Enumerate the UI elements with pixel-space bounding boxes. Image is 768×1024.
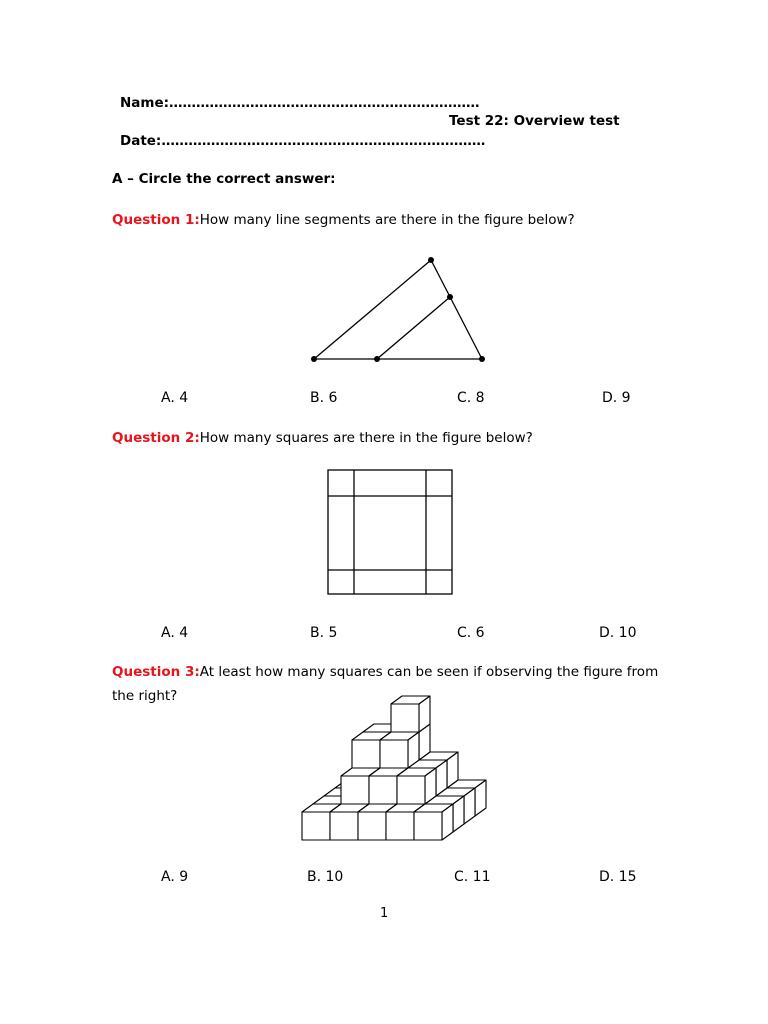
- cube-top-face: [419, 752, 458, 760]
- cube-side-face: [369, 796, 380, 832]
- cube-side-face: [464, 788, 475, 824]
- cube-side-face: [453, 796, 464, 832]
- cube: [397, 768, 436, 804]
- question-2-text: How many squares are there in the figure below?: [199, 430, 533, 446]
- cube: [386, 804, 425, 840]
- point: [374, 356, 380, 362]
- q1-option-b[interactable]: B. 6: [310, 390, 338, 406]
- cube: [419, 752, 458, 788]
- cube-side-face: [447, 752, 458, 788]
- question-1: [112, 208, 672, 232]
- cube-top-face: [330, 804, 369, 812]
- question-2: [112, 426, 672, 450]
- cube-side-face: [358, 804, 369, 840]
- cube-side-face: [436, 760, 447, 796]
- cube-front-face: [425, 804, 453, 832]
- q2-option-a[interactable]: A. 4: [161, 625, 189, 641]
- cube-front-face: [391, 732, 419, 760]
- cube-side-face: [447, 780, 458, 816]
- cube-side-face: [363, 780, 374, 816]
- cube-front-face: [391, 760, 419, 788]
- cube-front-face: [397, 804, 425, 832]
- question-2-label: Question 2:: [112, 430, 200, 446]
- cube: [369, 796, 408, 832]
- cube-top-face: [363, 780, 402, 788]
- test-title: Test 22: Overview test: [449, 113, 620, 129]
- cube: [391, 752, 430, 788]
- cube-front-face: [363, 760, 391, 788]
- cube: [324, 788, 363, 824]
- cube-side-face: [369, 768, 380, 804]
- cube-side-face: [408, 760, 419, 796]
- cube-top-face: [380, 732, 419, 740]
- cube-side-face: [391, 780, 402, 816]
- cube-side-face: [386, 804, 397, 840]
- cube-top-face: [324, 788, 363, 796]
- cube-top-face: [391, 780, 430, 788]
- cube: [408, 760, 447, 796]
- cube-side-face: [330, 804, 341, 840]
- cube-top-face: [352, 760, 391, 768]
- page-number: 1: [380, 906, 389, 921]
- cube-front-face: [324, 796, 352, 824]
- cube-top-face: [341, 768, 380, 776]
- question-1-text: How many line segments are there in the figure below?: [199, 212, 575, 228]
- cube-top-face: [397, 768, 436, 776]
- cube-top-face: [369, 796, 408, 804]
- cube-side-face: [380, 788, 391, 824]
- segment: [314, 260, 431, 359]
- q1-option-a[interactable]: A. 4: [161, 390, 189, 406]
- outer-square: [328, 470, 452, 594]
- cube: [391, 780, 430, 816]
- cube-front-face: [408, 768, 436, 796]
- cube: [397, 796, 436, 832]
- question-3: [112, 660, 672, 708]
- cube: [352, 732, 391, 768]
- cube-front-face: [352, 740, 380, 768]
- q2-option-c[interactable]: C. 6: [457, 625, 485, 641]
- cube-front-face: [341, 804, 369, 832]
- question-3-text: At least how many squares can be seen if observing the figure from the right?: [112, 664, 659, 704]
- cube: [419, 780, 458, 816]
- cube-top-face: [363, 752, 402, 760]
- cube-top-face: [302, 804, 341, 812]
- cube-side-face: [391, 752, 402, 788]
- cube-top-face: [335, 780, 374, 788]
- cube-front-face: [363, 788, 391, 816]
- cube-side-face: [414, 804, 425, 840]
- cube-top-face: [380, 760, 419, 768]
- cube-side-face: [397, 768, 408, 804]
- cube-top-face: [425, 796, 464, 804]
- cube-front-face: [352, 768, 380, 796]
- cube: [391, 724, 430, 760]
- cube-top-face: [419, 780, 458, 788]
- q3-option-a[interactable]: A. 9: [161, 869, 189, 885]
- cube-front-face: [447, 788, 475, 816]
- cube-side-face: [380, 760, 391, 796]
- cube-side-face: [408, 732, 419, 768]
- cube: [369, 768, 408, 804]
- cube-side-face: [419, 780, 430, 816]
- cube-top-face: [391, 724, 430, 732]
- cube-front-face: [414, 812, 442, 840]
- cube-front-face: [380, 768, 408, 796]
- cube-front-face: [313, 804, 341, 832]
- cube-side-face: [436, 788, 447, 824]
- cube: [363, 752, 402, 788]
- cube-top-face: [408, 788, 447, 796]
- cube: [380, 732, 419, 768]
- point: [479, 356, 485, 362]
- segment: [377, 297, 450, 359]
- cube-front-face: [419, 760, 447, 788]
- cube-front-face: [369, 776, 397, 804]
- cube-side-face: [475, 780, 486, 816]
- cube-front-face: [397, 776, 425, 804]
- cube-front-face: [380, 796, 408, 824]
- q2-option-d[interactable]: D. 10: [599, 625, 637, 641]
- cube: [363, 780, 402, 816]
- cube: [302, 804, 341, 840]
- cube-front-face: [408, 796, 436, 824]
- cube: [436, 788, 475, 824]
- point: [311, 356, 317, 362]
- cube-side-face: [391, 724, 402, 760]
- name-field-label: Name:……………………………………………………………: [120, 95, 480, 111]
- cube: [341, 796, 380, 832]
- cube-top-face: [391, 752, 430, 760]
- cube-top-face: [358, 804, 397, 812]
- question-3-label: Question 3:: [112, 664, 200, 680]
- cube-top-face: [313, 796, 352, 804]
- cube-top-face: [386, 804, 425, 812]
- cube-front-face: [391, 788, 419, 816]
- cube: [341, 768, 380, 804]
- cube-top-face: [363, 724, 402, 732]
- cube-side-face: [408, 788, 419, 824]
- cube-top-face: [380, 788, 419, 796]
- cube: [425, 796, 464, 832]
- cube-top-face: [408, 760, 447, 768]
- cube: [358, 804, 397, 840]
- cube: [414, 804, 453, 840]
- cube-side-face: [442, 804, 453, 840]
- cube-front-face: [335, 788, 363, 816]
- cube: [335, 780, 374, 816]
- point: [447, 294, 453, 300]
- cube-top-face: [352, 788, 391, 796]
- cube: [352, 788, 391, 824]
- cube-front-face: [386, 812, 414, 840]
- cube-front-face: [358, 812, 386, 840]
- cube-side-face: [352, 788, 363, 824]
- cube-front-face: [419, 788, 447, 816]
- cube-front-face: [391, 704, 419, 732]
- section-heading: A – Circle the correct answer:: [112, 171, 336, 187]
- date-field-label: Date:………………………………………………………………: [120, 133, 486, 149]
- cube-top-face: [447, 780, 486, 788]
- cube-front-face: [363, 732, 391, 760]
- cube-front-face: [380, 740, 408, 768]
- q3-option-c[interactable]: C. 11: [454, 869, 491, 885]
- cube-side-face: [425, 768, 436, 804]
- cube-front-face: [352, 796, 380, 824]
- cube-front-face: [302, 812, 330, 840]
- cube-front-face: [369, 804, 397, 832]
- q3-option-b[interactable]: B. 10: [307, 869, 344, 885]
- cube-top-face: [436, 788, 475, 796]
- cube-side-face: [380, 732, 391, 768]
- cube: [363, 724, 402, 760]
- cube-side-face: [341, 796, 352, 832]
- cube: [313, 796, 352, 832]
- question-1-label: Question 1:: [112, 212, 200, 228]
- cube: [380, 760, 419, 796]
- cube: [408, 788, 447, 824]
- cube: [352, 760, 391, 796]
- cube-side-face: [425, 796, 436, 832]
- cube-top-face: [352, 732, 391, 740]
- cube-front-face: [341, 776, 369, 804]
- q3-option-d[interactable]: D. 15: [599, 869, 637, 885]
- cube-front-face: [436, 796, 464, 824]
- q1-option-d[interactable]: D. 9: [602, 390, 631, 406]
- cube: [447, 780, 486, 816]
- q1-option-c[interactable]: C. 8: [457, 390, 485, 406]
- point: [428, 257, 434, 263]
- cube-side-face: [419, 752, 430, 788]
- cube-top-face: [414, 804, 453, 812]
- cube-front-face: [330, 812, 358, 840]
- cube-side-face: [419, 724, 430, 760]
- cube: [330, 804, 369, 840]
- segment: [431, 260, 482, 359]
- q2-option-b[interactable]: B. 5: [310, 625, 338, 641]
- cube-side-face: [397, 796, 408, 832]
- cube-top-face: [369, 768, 408, 776]
- cube-top-face: [397, 796, 436, 804]
- cube: [380, 788, 419, 824]
- cube-top-face: [341, 796, 380, 804]
